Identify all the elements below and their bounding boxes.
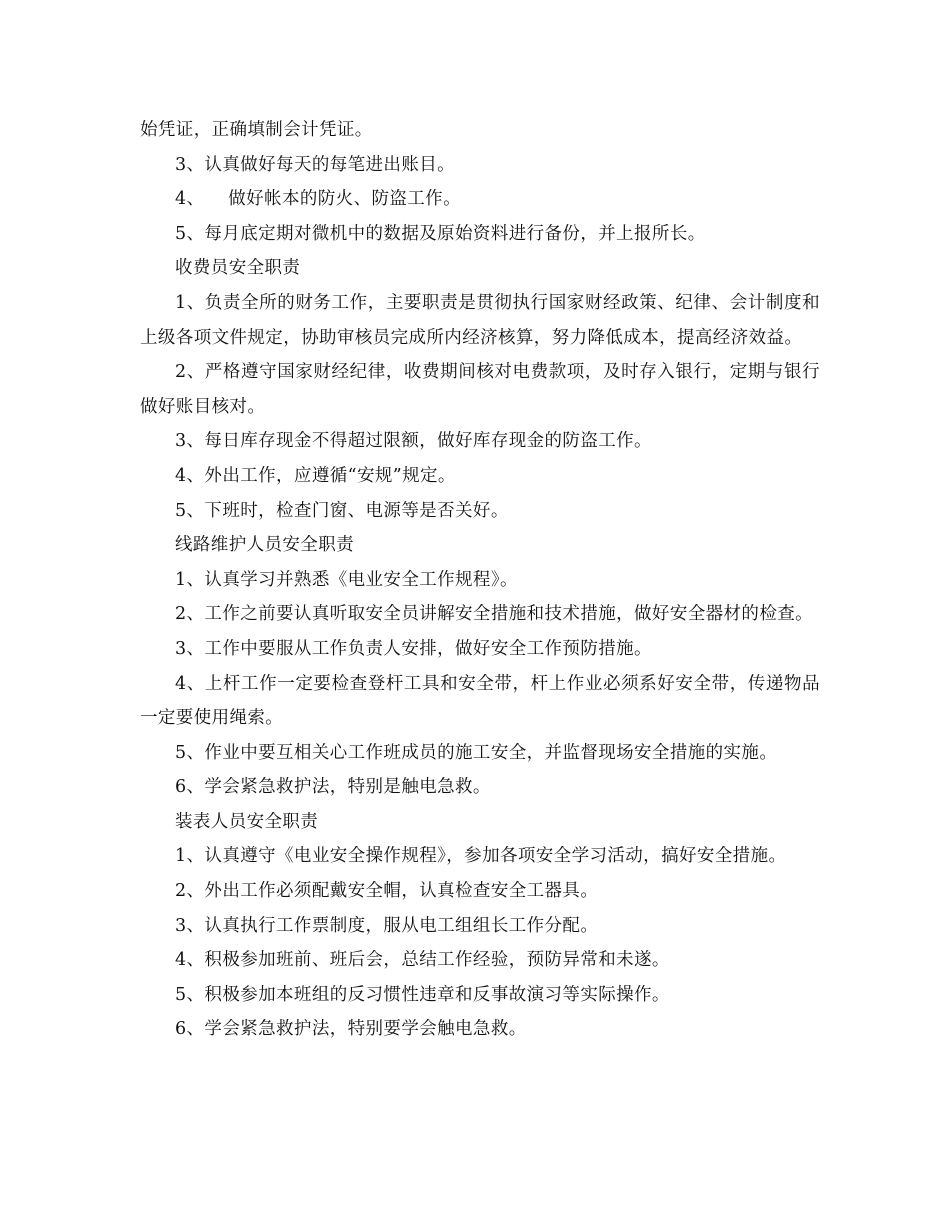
list-item: 4、上杆工作一定要检查登杆工具和安全带，杆上作业必须系好安全带，传递物品一定要使用绳索。 (140, 673, 820, 729)
section-heading: 收费员安全职责 (175, 258, 301, 279)
list-item: 5、积极参加本班组的反习惯性违章和反事故演习等实际操作。 (175, 984, 670, 1005)
list-item: 4、外出工作，应遵循“安规”规定。 (175, 465, 456, 486)
list-item: 5、作业中要互相关心工作班成员的施工安全，并监督现场安全措施的实施。 (175, 742, 778, 763)
list-item: 6、学会紧急救护法，特别要学会触电急救。 (175, 1019, 527, 1040)
list-item: 1、认真遵守《电业安全操作规程》，参加各项安全学习活动，搞好安全措施。 (175, 846, 787, 867)
list-item: 3、工作中要服从工作负责人安排，做好安全工作预防措施。 (175, 638, 652, 659)
paragraph: 始凭证，正确填制会计凭证。 (140, 120, 373, 140)
list-item: 2、严格遵守国家财经纪律，收费期间核对电费款项，及时存入银行，定期与银行做好账目核对。 (140, 362, 820, 417)
list-item: 1、认真学习并熟悉《电业安全工作规程》。 (175, 569, 518, 590)
list-item: 1、负责全所的财务工作，主要职责是贯彻执行国家财经政策、纪律、会计制度和上级各项文件规定，协助审核员完成所内经济核算，努力降低成本，提高经济效益。 (140, 292, 820, 348)
list-item: 5、每月底定期对微机中的数据及原始资料进行备份，并上报所长。 (175, 223, 706, 244)
list-item: 3、认真做好每天的每笔进出账目。 (175, 154, 456, 175)
list-item: 6、学会紧急救护法，特别是触电急救。 (175, 777, 491, 798)
section-heading: 线路维护人员安全职责 (175, 535, 354, 556)
list-item: 4、 做好帐本的防火、防盗工作。 (175, 189, 461, 210)
list-item: 2、外出工作必须配戴安全帽，认真检查安全工器具。 (175, 881, 599, 902)
document-body (140, 113, 820, 1047)
list-item: 3、每日库存现金不得超过限额，做好库存现金的防盗工作。 (175, 431, 652, 452)
list-item: 2、工作之前要认真听取安全员讲解安全措施和技术措施，做好安全器材的检查。 (175, 604, 814, 625)
list-item: 4、积极参加班前、班后会，总结工作经验，预防异常和未遂。 (175, 950, 670, 971)
section-heading: 装表人员安全职责 (175, 811, 319, 832)
list-item: 5、下班时，检查门窗、电源等是否关好。 (175, 500, 509, 521)
list-item: 3、认真执行工作票制度，服从电工组组长工作分配。 (175, 915, 599, 936)
